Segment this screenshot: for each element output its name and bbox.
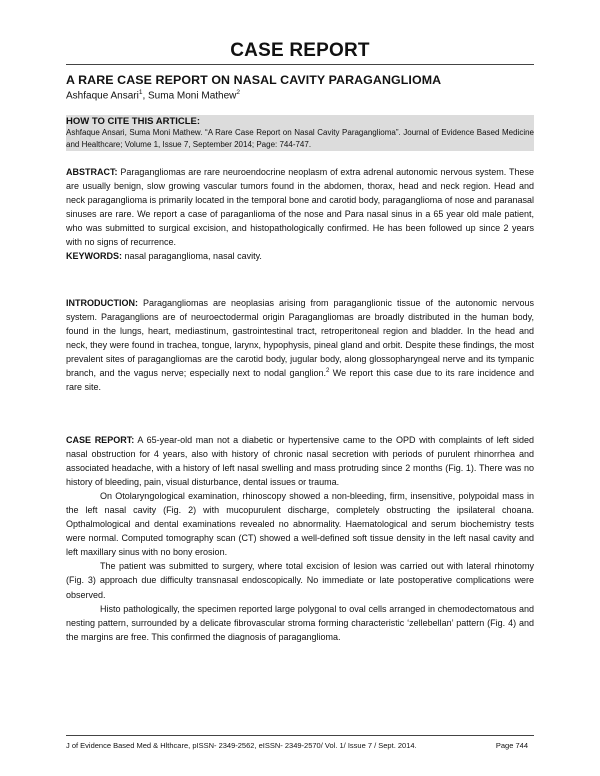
author-1-affiliation: 1 bbox=[138, 89, 143, 96]
keywords-paragraph bbox=[66, 249, 534, 263]
case-report-paragraph-2: On Otolaryngological examination, rhinoscopy showed a non-bleeding, firm, insensitive, polypoidal mass in the left nasal cavity (Fig. 2) with mucopurulent discharge, completely obstructing the ipsilateral choana. Opthalmological and dental examinations revealed no abnormality. Haematological and serum biochemistry tests were normal. Computed tomography scan (CT) showed a well-defined soft tissue density in the left nasal cavity and left maxillary sinus with no bony erosion. bbox=[66, 491, 534, 558]
case-report-text-1: A 65-year-old man not a diabetic or hypertensive came to the OPD with complaints of left sided nasal obstruction for 4 years, also with history of chronic nasal secretion with periods of purulent rhinorrhea and associated headache, with a history of left nasal swelling and mass protruding since 2 months (Fig. 1). There was no history of bleeding, pain, visual disturbance, dental issues or trauma. bbox=[66, 435, 534, 488]
footer-journal-info: J of Evidence Based Med & Hlthcare, pISSN- 2349-2562, eISSN- 2349-2570/ Vol. 1/ Issue 7 / Sept. 2014. bbox=[66, 741, 417, 750]
header-rule bbox=[66, 64, 534, 65]
abstract-section bbox=[66, 165, 534, 263]
case-report-paragraph-1 bbox=[66, 433, 534, 489]
case-report-paragraph-4: Histo pathologically, the specimen reported large polygonal to oval cells arranged in chemodectomatous and nesting pattern, surrounded by a delicate fibrovascular stroma forming characteristic ‘zellebellan’ pattern (Fig. 4) and the margins are free. This confirmed the diagnosis of paraganglioma. bbox=[66, 603, 534, 642]
author-1: Ashfaque Ansari bbox=[66, 90, 139, 102]
author-2: Suma Moni Mathew bbox=[148, 90, 237, 102]
introduction-label: INTRODUCTION: bbox=[66, 298, 138, 308]
case-report-label: CASE REPORT: bbox=[66, 435, 135, 445]
article-title: A RARE CASE REPORT ON NASAL CAVITY PARAGANGLIOMA bbox=[66, 73, 442, 87]
citation-text: Ashfaque Ansari, Suma Moni Mathew. “A Rare Case Report on Nasal Cavity Paraganglioma”. Journal of Evidence Based Medicine and Healthcare; Volume 1, Issue 7, September 2014; Page: 744-747. bbox=[66, 128, 534, 149]
introduction-reference: 2 bbox=[325, 368, 330, 375]
abstract-label: ABSTRACT: bbox=[66, 167, 118, 177]
keywords-label: KEYWORDS: bbox=[66, 251, 122, 262]
report-type-heading: CASE REPORT bbox=[230, 40, 370, 61]
keywords-text: nasal paraganglioma, nasal cavity. bbox=[122, 251, 262, 262]
author-2-affiliation: 2 bbox=[236, 89, 241, 96]
introduction-text: Paragangliomas are neoplasias arising from paraganglionic tissue of the autonomic nervous system. Paraganglions are of neuroectodermal origin Paragangliomas are broadly distributed in the human body, found in the lungs, heart, mediastinum, gastrointestinal tract, retroperitoneal region and bladder. In the head and neck, they were found in trachea, tongue, larynx, hypophysis, pineal gland and orbit. Despite these findings, the most prevalent sites of paragangliomas are the carotid body, jugular body, along glossopharyngeal nerve and its tympanic branch, and the vagus nerve; especially next to nodal ganglion. bbox=[66, 298, 534, 379]
abstract-paragraph bbox=[66, 165, 534, 249]
citation-heading: HOW TO CITE THIS ARTICLE: bbox=[66, 116, 201, 127]
footer-rule bbox=[66, 735, 534, 736]
authors-line bbox=[66, 89, 240, 101]
introduction-tail: We report this case due to its rare incidence and rare site. bbox=[66, 368, 534, 393]
case-report-paragraph-3: The patient was submitted to surgery, where total excision of lesion was carried out with lateral rhinotomy (Fig. 3) approach due difficulty transnasal endoscopically. No immediate or late postoperative complications were observed. bbox=[66, 561, 534, 600]
footer-page-number: Page 744 bbox=[495, 741, 528, 750]
introduction-paragraph bbox=[66, 296, 534, 394]
case-report-section bbox=[66, 433, 534, 644]
author-separator: , bbox=[142, 90, 149, 102]
abstract-text: Paragangliomas are rare neuroendocrine neoplasm of extra adrenal autonomic nervous system. These are usually benign, slow growing vascular tumors found in the abdomen, thorax, head and neck region. Head and neck paraganglioma is primarily located in the temporal bone and carotid body, paraganglioma of nose and paranasal sinuses are rare. We report a case of paraganlioma of the nose and Para nasal sinus in a 65 year old male patient, who was submitted to surgical excision, and histopathologically confirmed. He has been followed up since 2 years with no signs of recurrence. bbox=[66, 167, 534, 248]
introduction-section bbox=[66, 296, 534, 394]
